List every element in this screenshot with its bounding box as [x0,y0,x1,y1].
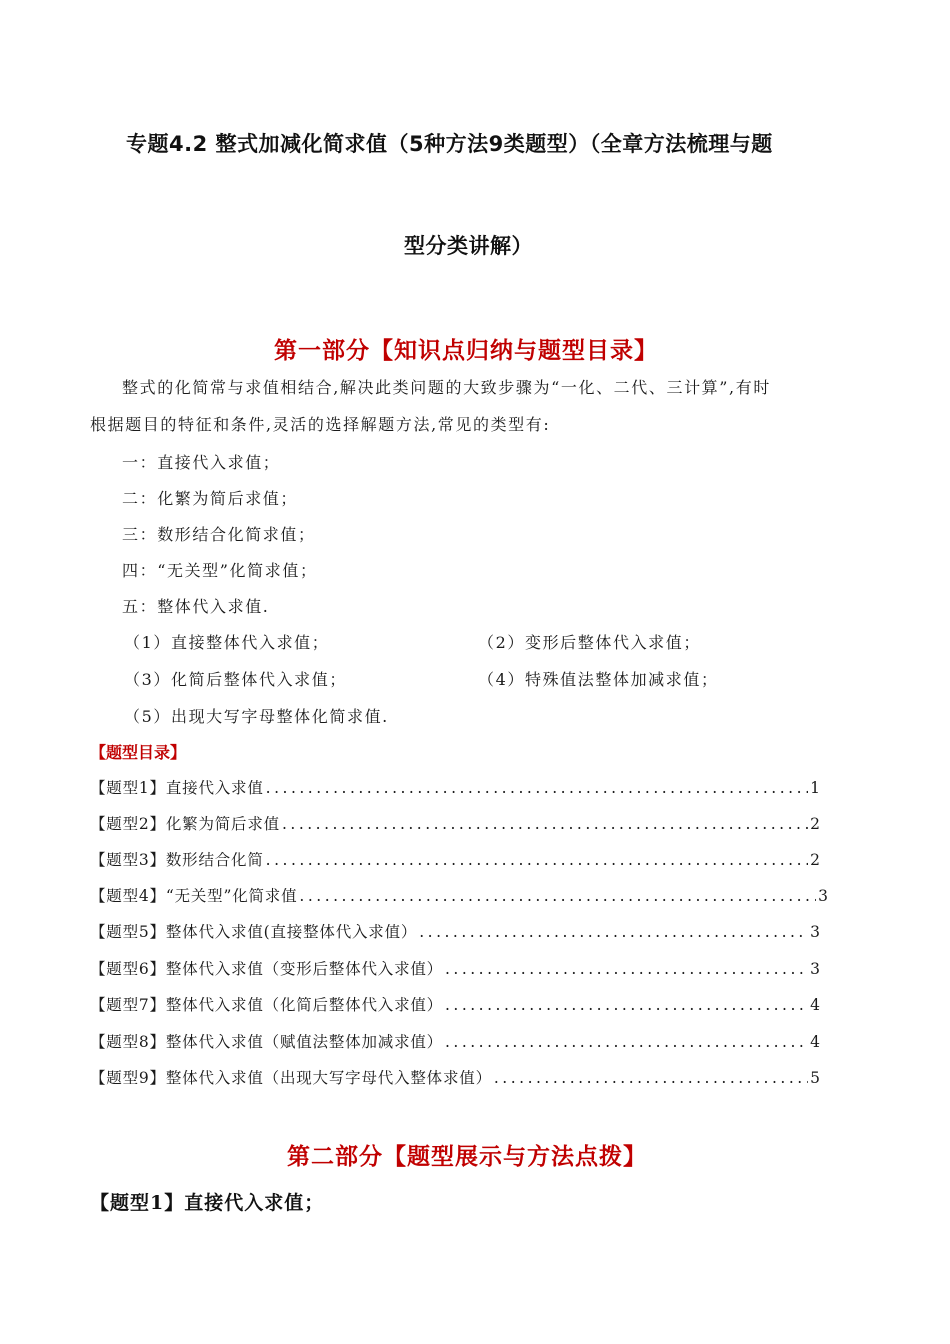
toc-page-number: 3 [818,887,828,905]
toc-heading: 【题型目录】 [90,743,187,762]
toc-row-3[interactable] [90,848,820,874]
method-item-3: 三：数形结合化简求值； [122,525,316,544]
toc-leader-dots [266,779,808,797]
method-item-4: 四：“无关型”化简求值； [122,561,318,580]
toc-row-7[interactable] [90,993,820,1019]
toc-page-number: 1 [810,779,820,797]
toc-label: 【题型5】整体代入求值(直接整体代入求值） [90,923,418,941]
toc-leader-dots [445,996,808,1014]
toc-label: 【题型3】数形结合化简 [90,851,264,869]
toc-leader-dots [419,923,808,941]
toc-page-number: 2 [810,815,820,833]
toc-row-9[interactable] [90,1066,820,1092]
part1-heading: 第一部分【知识点归纳与题型目录】 [274,337,658,364]
toc-label: 【题型1】直接代入求值 [90,779,264,797]
toc-leader-dots [445,960,808,978]
toc-leader-dots [266,851,808,869]
sub-method-5: （5）出现大写字母整体化简求值. [124,707,389,726]
toc-label: 【题型6】整体代入求值（变形后整体代入求值） [90,960,443,978]
toc-label: 【题型8】整体代入求值（赋值法整体加减求值） [90,1033,443,1051]
intro-line-1: 整式的化简常与求值相结合,解决此类问题的大致步骤为“一化、二代、三计算”,有时 [122,378,771,397]
method-item-5: 五：整体代入求值. [122,597,270,616]
part2-heading: 第二部分【题型展示与方法点拨】 [287,1143,647,1170]
toc-row-2[interactable] [90,812,820,838]
toc-leader-dots [282,815,808,833]
toc-leader-dots [299,887,816,905]
type-1-heading: 【题型1】直接代入求值； [90,1192,325,1214]
method-item-2: 二：化繁为简后求值； [122,489,299,508]
document-title-line2: 型分类讲解） [404,234,533,258]
toc-label: 【题型9】整体代入求值（出现大写字母代入整体求值） [90,1069,492,1087]
intro-line-2: 根据题目的特征和条件,灵活的选择解题方法,常见的类型有: [90,415,551,434]
toc-row-8[interactable] [90,1030,820,1056]
toc-row-6[interactable] [90,957,820,983]
toc-page-number: 3 [810,960,820,978]
toc-label: 【题型7】整体代入求值（化简后整体代入求值） [90,996,443,1014]
toc-page-number: 4 [810,1033,820,1051]
toc-page-number: 2 [810,851,820,869]
toc-page-number: 5 [810,1069,820,1087]
toc-row-4[interactable] [90,884,828,910]
method-item-1: 一：直接代入求值； [122,453,281,472]
sub-method-1: （1）直接整体代入求值； [124,633,330,652]
toc-page-number: 3 [810,923,820,941]
sub-method-3: （3）化简后整体代入求值； [124,670,347,689]
toc-row-5[interactable] [90,920,820,946]
toc-label: 【题型4】“无关型”化简求值 [90,887,298,905]
toc-page-number: 4 [810,996,820,1014]
toc-leader-dots [494,1069,808,1087]
sub-method-2: （2）变形后整体代入求值； [478,633,701,652]
document-title-line1: 专题4.2 整式加减化简求值（5种方法9类题型）（全章方法梳理与题 [126,132,773,156]
toc-leader-dots [445,1033,808,1051]
toc-label: 【题型2】化繁为简后求值 [90,815,280,833]
sub-method-4: （4）特殊值法整体加减求值； [478,670,719,689]
toc-row-1[interactable] [90,776,820,802]
